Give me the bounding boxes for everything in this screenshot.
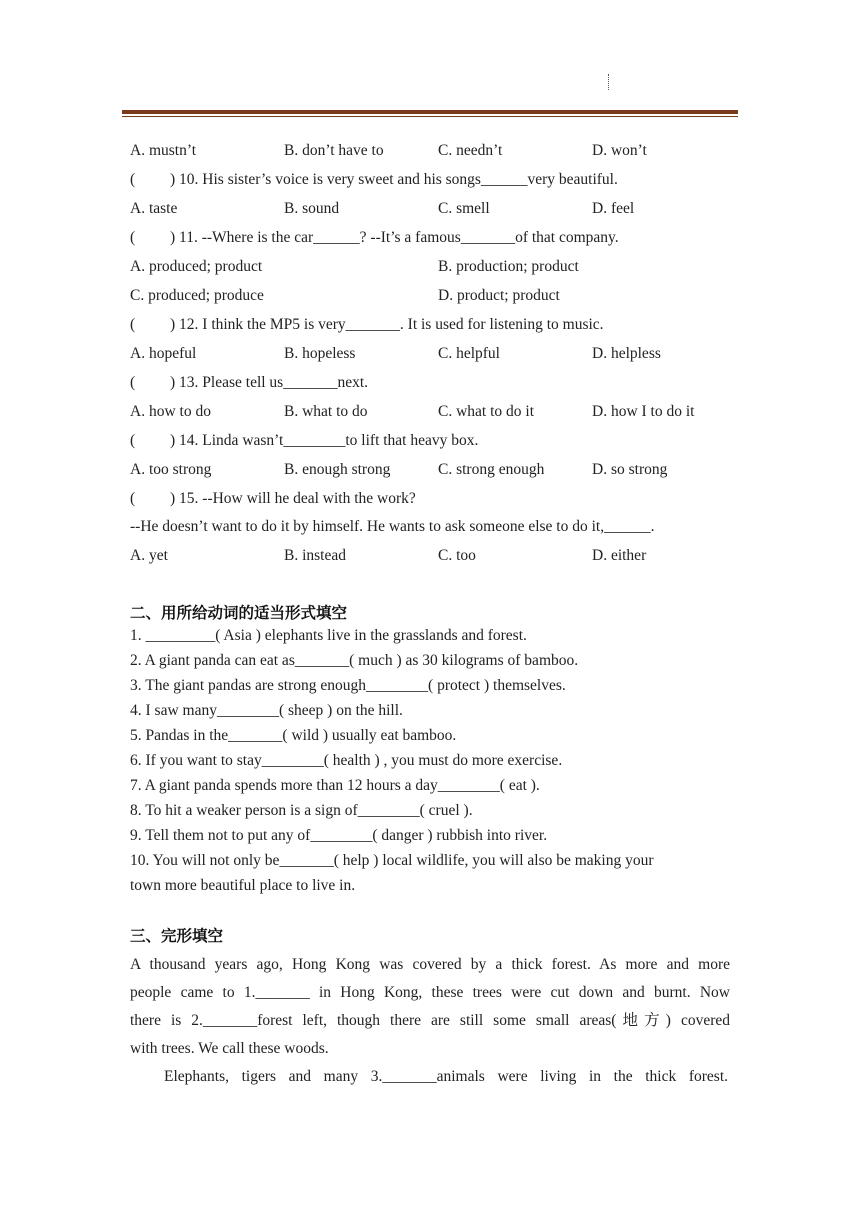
- option-b[interactable]: B. sound: [284, 200, 340, 217]
- option-a[interactable]: A. too strong: [130, 461, 212, 478]
- question-stem: ) 14. Linda wasn’t: [170, 432, 284, 449]
- option-d[interactable]: D. helpless: [592, 345, 661, 362]
- option-a[interactable]: A. produced; product: [130, 258, 263, 275]
- answer-blank: ________: [437, 777, 500, 794]
- option-b[interactable]: B. production; product: [438, 258, 579, 275]
- fill-item-6: 6. If you want to stay________( health ) , you must do more exercise.: [130, 752, 563, 769]
- section-3-heading: 三、完形填空: [130, 927, 224, 945]
- fill-item-5: 5. Pandas in the_______( wild ) usually eat bamboo.: [130, 727, 457, 744]
- answer-blank: _______: [382, 1068, 437, 1085]
- answer-blank: ________: [283, 432, 346, 449]
- fill-item-10: 10. You will not only be_______( help ) local wildlife, you will also be making your: [130, 852, 654, 869]
- answer-blank: _________: [145, 627, 216, 644]
- option-b[interactable]: B. what to do: [284, 403, 368, 420]
- cloze-line-1: A thousand years ago, Hong Kong was covered by a thick forest. As more and more: [130, 956, 730, 973]
- question-stem: --He doesn’t want to do it by himself. He wants to ask someone else to do it,: [130, 518, 605, 535]
- answer-blank: ________: [310, 827, 373, 844]
- option-a[interactable]: A. mustn’t: [130, 142, 197, 159]
- question-11: [130, 228, 619, 248]
- question-stem-end: . It is used for listening to music.: [399, 316, 604, 333]
- answer-bracket[interactable]: (: [130, 432, 136, 449]
- answer-blank: ________: [357, 802, 420, 819]
- section-2-heading: 二、用所给动词的适当形式填空: [130, 604, 348, 622]
- answer-blank: ________: [261, 752, 324, 769]
- answer-blank: _______: [228, 727, 283, 744]
- answer-blank: ________: [366, 677, 429, 694]
- answer-bracket[interactable]: (: [130, 171, 136, 188]
- question-14: [130, 431, 478, 451]
- option-b[interactable]: B. don’t have to: [284, 142, 384, 159]
- option-b[interactable]: B. hopeless: [284, 345, 356, 362]
- question-stem-end: very beautiful.: [527, 171, 618, 188]
- header-rule-thin: [122, 116, 738, 117]
- answer-blank: _______: [460, 229, 516, 246]
- option-c[interactable]: C. produced; produce: [130, 287, 264, 304]
- option-a[interactable]: A. yet: [130, 547, 168, 564]
- option-c[interactable]: C. strong enough: [438, 461, 545, 478]
- cloze-line-4: with trees. We call these woods.: [130, 1040, 329, 1057]
- question-stem: ) 13. Please tell us: [170, 374, 284, 391]
- option-a[interactable]: A. taste: [130, 200, 178, 217]
- question-12: [130, 315, 604, 335]
- answer-blank: _______: [202, 1012, 258, 1029]
- answer-blank: ________: [216, 702, 279, 719]
- fill-item-10-line2: town more beautiful place to live in.: [130, 877, 356, 894]
- cloze-line-3: there is 2._______forest left, though there are still some small areas(地方) covered: [130, 1012, 730, 1029]
- fill-item-2: 2. A giant panda can eat as_______( much ) as 30 kilograms of bamboo.: [130, 652, 579, 669]
- answer-blank: ______: [480, 171, 528, 188]
- answer-bracket[interactable]: (: [130, 316, 136, 333]
- answer-blank: _______: [294, 652, 350, 669]
- option-d[interactable]: D. feel: [592, 200, 635, 217]
- answer-bracket[interactable]: (: [130, 374, 136, 391]
- answer-blank: ______: [255, 984, 302, 1001]
- question-stem-end: .: [650, 518, 655, 535]
- question-stem: ) 12. I think the MP5 is very: [170, 316, 346, 333]
- question-15-line2: [130, 517, 654, 537]
- question-stem: ) 11. --Where is the car: [170, 229, 314, 246]
- cloze-line-2: people came to 1._______ in Hong Kong, these trees were cut down and burnt. Now: [130, 984, 730, 1001]
- question-stem-end: of that company.: [515, 229, 619, 246]
- header-mark: [608, 74, 611, 90]
- answer-blank: ______: [313, 229, 360, 246]
- option-d[interactable]: D. product; product: [438, 287, 560, 304]
- question-stem: ) 10. His sister’s voice is very sweet and his songs: [170, 171, 481, 188]
- option-d[interactable]: D. either: [592, 547, 647, 564]
- option-c[interactable]: C. needn’t: [438, 142, 503, 159]
- option-a[interactable]: A. how to do: [130, 403, 211, 420]
- question-stem-end: to lift that heavy box.: [345, 432, 479, 449]
- answer-bracket[interactable]: (: [130, 490, 136, 507]
- question-10: [130, 170, 618, 190]
- answer-bracket[interactable]: (: [130, 229, 136, 246]
- cloze-line-5: Elephants, tigers and many 3._______animals were living in the thick forest.: [164, 1068, 729, 1085]
- answer-blank: _______: [279, 852, 334, 869]
- fill-item-4: 4. I saw many________( sheep ) on the hill.: [130, 702, 403, 719]
- fill-item-9: 9. Tell them not to put any of________( danger ) rubbish into river.: [130, 827, 548, 844]
- option-a[interactable]: A. hopeful: [130, 345, 197, 362]
- fill-item-7: 7. A giant panda spends more than 12 hours a day________( eat ).: [130, 777, 540, 794]
- option-d[interactable]: D. won’t: [592, 142, 647, 159]
- option-d[interactable]: D. how I to do it: [592, 403, 695, 420]
- question-15: [130, 489, 416, 509]
- answer-blank: ______: [604, 518, 651, 535]
- option-b[interactable]: B. instead: [284, 547, 346, 564]
- header-rule: [122, 110, 738, 114]
- fill-item-1: 1. _________( Asia ) elephants live in the grasslands and forest.: [130, 627, 527, 644]
- option-c[interactable]: C. what to do it: [438, 403, 535, 420]
- question-13: [130, 373, 368, 393]
- option-b[interactable]: B. enough strong: [284, 461, 391, 478]
- answer-blank: _______: [345, 316, 400, 333]
- option-c[interactable]: C. smell: [438, 200, 490, 217]
- option-c[interactable]: C. helpful: [438, 345, 500, 362]
- answer-blank: _______: [283, 374, 338, 391]
- option-c[interactable]: C. too: [438, 547, 476, 564]
- question-stem-mid: ? --It’s a famous: [359, 229, 461, 246]
- fill-item-8: 8. To hit a weaker person is a sign of________( cruel ).: [130, 802, 473, 819]
- fill-item-3: 3. The giant pandas are strong enough________( protect ) themselves.: [130, 677, 566, 694]
- question-stem: ) 15. --How will he deal with the work?: [170, 490, 416, 507]
- option-d[interactable]: D. so strong: [592, 461, 668, 478]
- question-stem-end: next.: [337, 374, 369, 391]
